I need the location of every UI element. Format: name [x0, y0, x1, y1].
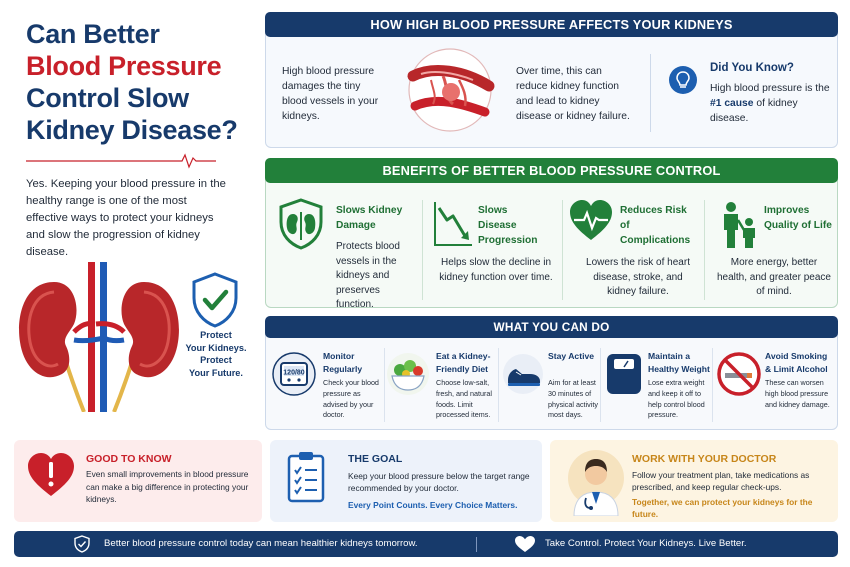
benefit-4-text: More energy, better health, and greater peace of mind. — [717, 257, 831, 297]
shield-check-icon — [74, 535, 90, 553]
did-you-know-text: High blood pressure is the #1 cause of kidney disease. — [710, 83, 830, 124]
title-line-3: Control Slow — [26, 83, 189, 113]
intro-text: Yes. Keeping your blood pressure in the healthy range is one of the most effective ways to protect your kidneys and slow the progression of kidney disease. — [26, 178, 226, 258]
goal-text: Keep your blood pressure below the target range recommended by your doctor. — [348, 471, 530, 494]
title-line-2: Blood Pressure — [26, 51, 222, 81]
kidneys-illustration — [14, 262, 184, 412]
benefit-divider — [562, 200, 563, 300]
action-3-title: Stay Active — [548, 351, 595, 361]
salad-bowl-icon — [386, 350, 430, 398]
effects-divider — [650, 54, 651, 132]
benefit-divider — [704, 200, 705, 300]
doctor-title: WORK WITH YOUR DOCTOR — [632, 453, 777, 465]
kidney-shield-icon — [278, 198, 324, 250]
doctor-text: Follow your treatment plan, take medications as prescribed, and keep regular check-ups. — [632, 470, 810, 493]
doctor-emphasis: Together, we can protect your kidneys for the future. — [632, 497, 813, 519]
running-shoe-icon — [502, 350, 544, 398]
action-2-text: Choose low-salt, fresh, and natural foods. Limit processed items. — [436, 378, 492, 420]
heart-pulse-icon — [568, 198, 614, 244]
family-icon — [718, 200, 760, 250]
actions-header: WHAT YOU CAN DO — [265, 316, 838, 338]
declining-chart-icon — [432, 200, 474, 248]
page-title — [26, 18, 256, 146]
benefit-2-text: Helps slow the decline in kidney function over time. — [439, 257, 553, 283]
action-divider — [384, 348, 385, 422]
effects-text-1: High blood pressure damages the tiny blood vessels in your kidneys. — [282, 66, 379, 122]
shield-caption: Protect Your Kidneys. Protect Your Future. — [185, 330, 247, 378]
action-4-text: Lose extra weight and keep it off to help control blood pressure. — [648, 378, 705, 420]
heartbeat-divider — [26, 153, 216, 169]
action-4-title: Maintain a Healthy Weight — [648, 351, 710, 374]
benefit-3-title: Reduces Risk of Complications — [620, 205, 691, 246]
benefits-header: BENEFITS OF BETTER BLOOD PRESSURE CONTROL — [265, 158, 838, 183]
goal-emphasis: Every Point Counts. Every Choice Matters. — [348, 500, 518, 510]
no-smoking-icon — [716, 350, 762, 398]
action-3-text: Aim for at least 30 minutes of physical activity most days. — [548, 378, 598, 420]
benefit-divider — [422, 200, 423, 300]
heart-alert-icon — [26, 452, 76, 498]
benefit-3-text: Lowers the risk of heart disease, stroke, and kidney failure. — [586, 257, 690, 297]
effects-text-2: Over time, this can reduce kidney function and lead to kidney disease or kidney failure. — [516, 66, 630, 122]
footer-right-text: Take Control. Protect Your Kidneys. Live Better. — [545, 538, 747, 549]
checklist-icon — [286, 451, 326, 503]
monitor-reading: 120/80 — [283, 369, 305, 377]
effects-header: HOW HIGH BLOOD PRESSURE AFFECTS YOUR KIDNEYS — [265, 12, 838, 37]
footer-divider — [476, 537, 477, 552]
action-5-title: Avoid Smoking & Limit Alcohol — [765, 351, 828, 374]
scale-icon — [604, 350, 644, 398]
goal-title: THE GOAL — [348, 453, 403, 465]
action-divider — [600, 348, 601, 422]
action-1-title: Monitor Regularly — [323, 351, 363, 374]
blood-pressure-monitor-icon — [272, 350, 316, 398]
benefit-1-text: Protects blood vessels in the kidneys and preserves function. — [336, 241, 400, 310]
lightbulb-icon — [668, 65, 698, 95]
action-divider — [498, 348, 499, 422]
benefit-4-title: Improves Quality of Life — [764, 205, 832, 231]
doctor-icon — [566, 446, 626, 516]
blood-vessel-icon — [393, 46, 507, 134]
title-line-4: Kidney Disease? — [26, 115, 238, 145]
action-2-title: Eat a Kidney-Friendly Diet — [436, 351, 491, 374]
footer-left-text: Better blood pressure control today can mean healthier kidneys tomorrow. — [104, 538, 418, 549]
action-1-text: Check your blood pressure as advised by your doctor. — [323, 378, 379, 420]
good-to-know-title: GOOD TO KNOW — [86, 453, 172, 465]
good-to-know-text: Even small improvements in blood pressure can make a big difference in protecting your kidneys. — [86, 469, 249, 505]
shield-check-icon — [190, 272, 240, 328]
benefit-2-title: Slows Disease Progression — [478, 205, 538, 246]
action-5-text: These can worsen high blood pressure and kidney damage. — [765, 378, 830, 409]
benefit-1-title: Slows Kidney Damage — [336, 205, 403, 231]
action-divider — [712, 348, 713, 422]
did-you-know-title: Did You Know? — [710, 62, 794, 74]
heart-icon — [514, 535, 536, 553]
title-line-1: Can Better — [26, 19, 160, 49]
